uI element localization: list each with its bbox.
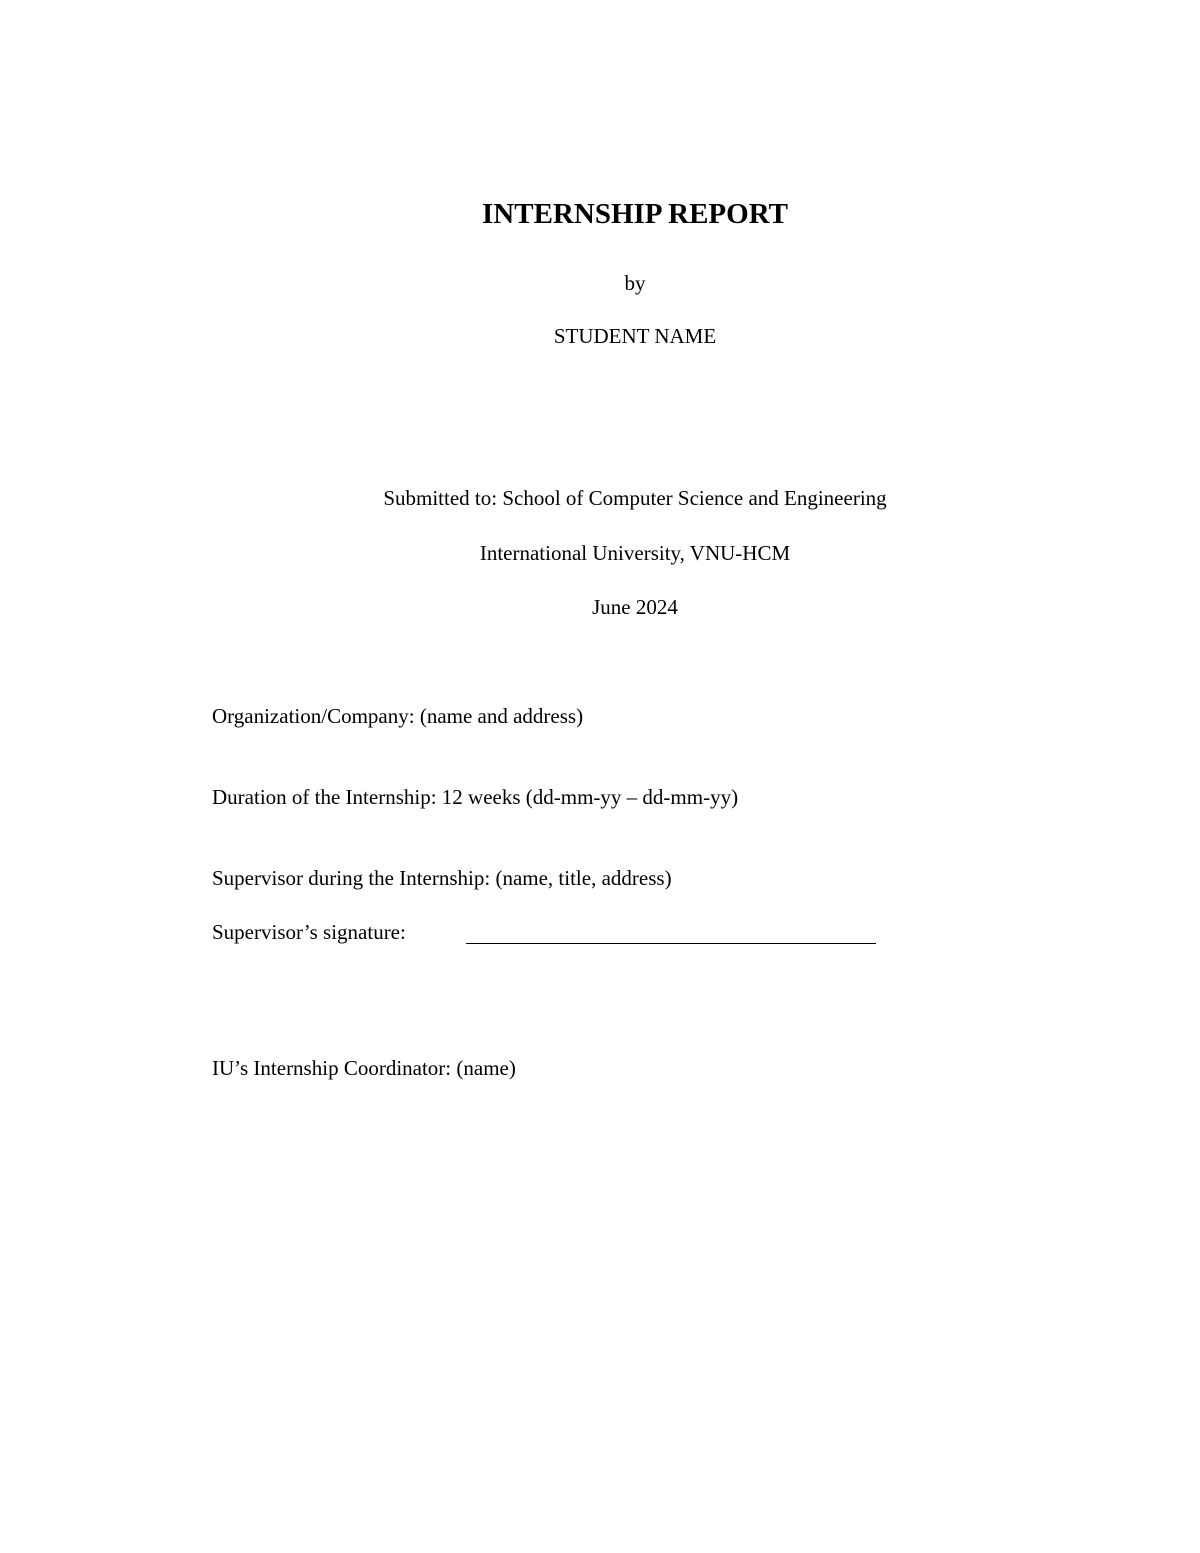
- supervisor-signature-label: Supervisor’s signature:: [212, 920, 406, 944]
- supervisor-field: Supervisor during the Internship: (name, title, address): [212, 866, 672, 890]
- organization-field: Organization/Company: (name and address): [212, 704, 584, 728]
- internship-coordinator: IU’s Internship Coordinator: (name): [212, 1056, 516, 1080]
- internship-duration: Duration of the Internship: 12 weeks (dd-mm-yy – dd-mm-yy): [212, 785, 739, 809]
- signature-line: [466, 943, 876, 944]
- submitted-to: Submitted to: School of Computer Science and Engineering: [383, 486, 887, 510]
- report-date: June 2024: [592, 595, 678, 619]
- report-title: INTERNSHIP REPORT: [482, 198, 788, 230]
- university-name: International University, VNU-HCM: [479, 541, 791, 565]
- by-text: by: [624, 271, 646, 295]
- student-name: STUDENT NAME: [553, 324, 717, 348]
